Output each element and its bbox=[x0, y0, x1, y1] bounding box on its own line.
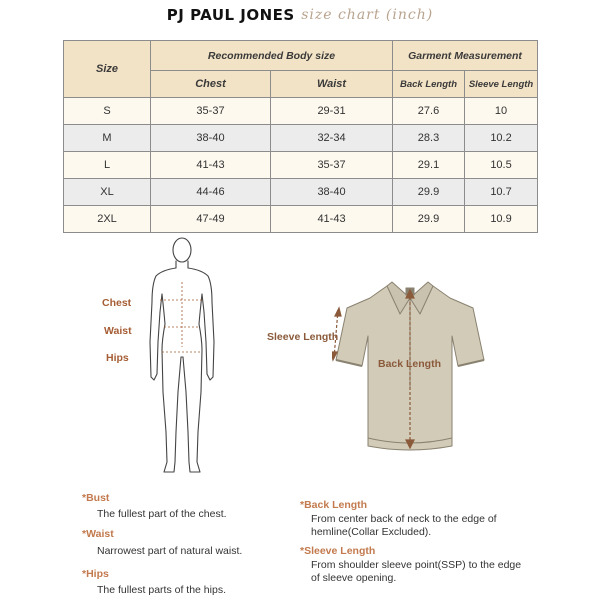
back-length-cell: 29.9 bbox=[393, 206, 465, 233]
waist-cell: 29-31 bbox=[271, 98, 393, 125]
chest-cell: 44-46 bbox=[151, 179, 271, 206]
chest-label: Chest bbox=[102, 297, 132, 309]
size-header: Size bbox=[64, 41, 151, 98]
waist-cell: 38-40 bbox=[271, 179, 393, 206]
brand-name: PJ PAUL JONES bbox=[166, 6, 295, 24]
sleeve-length-cell: 10.9 bbox=[465, 206, 538, 233]
sleeve-length-cell: 10 bbox=[465, 98, 538, 125]
chest-cell: 41-43 bbox=[151, 152, 271, 179]
back-length-cell: 28.3 bbox=[393, 125, 465, 152]
waist-cell: 35-37 bbox=[271, 152, 393, 179]
waist-header: Waist bbox=[271, 71, 393, 98]
body-size-header: Recommended Body size bbox=[151, 41, 393, 71]
back-length-label: Back Length bbox=[378, 358, 442, 370]
hips-label: Hips bbox=[106, 352, 129, 364]
note-back-length-label: *Back Length bbox=[300, 499, 368, 511]
table-row bbox=[64, 152, 538, 179]
table-row bbox=[64, 98, 538, 125]
table-row bbox=[64, 125, 538, 152]
table-row bbox=[64, 179, 538, 206]
back-length-cell: 29.1 bbox=[393, 152, 465, 179]
note-bust-label: *Bust bbox=[82, 492, 110, 504]
chart-subtitle: size chart (inch) bbox=[301, 7, 434, 23]
note-hips-label: *Hips bbox=[82, 568, 109, 580]
size-table bbox=[63, 40, 538, 233]
size-cell: S bbox=[64, 98, 151, 125]
table-row bbox=[64, 206, 538, 233]
chest-header: Chest bbox=[151, 71, 271, 98]
waist-cell: 41-43 bbox=[271, 206, 393, 233]
size-cell: 2XL bbox=[64, 206, 151, 233]
chest-cell: 47-49 bbox=[151, 206, 271, 233]
note-hips-text: The fullest parts of the hips. bbox=[97, 584, 226, 596]
back-length-header: Back Length bbox=[393, 71, 465, 98]
sleeve-length-cell: 10.2 bbox=[465, 125, 538, 152]
note-bust-text: The fullest part of the chest. bbox=[97, 508, 227, 520]
chest-cell: 38-40 bbox=[151, 125, 271, 152]
size-cell: L bbox=[64, 152, 151, 179]
note-sleeve-length-text: From shoulder sleeve point(SSP) to the edge of sleeve opening. bbox=[311, 559, 522, 584]
note-back-length-text: From center back of neck to the edge of hemline(Collar Excluded). bbox=[311, 513, 497, 538]
sleeve-length-header: Sleeve Length bbox=[465, 71, 538, 98]
note-sleeve-length-label: *Sleeve Length bbox=[300, 545, 376, 557]
waist-cell: 32-34 bbox=[271, 125, 393, 152]
waist-label: Waist bbox=[104, 325, 132, 337]
chest-cell: 35-37 bbox=[151, 98, 271, 125]
size-cell: M bbox=[64, 125, 151, 152]
garment-header: Garment Measurement bbox=[393, 41, 538, 71]
size-cell: XL bbox=[64, 179, 151, 206]
note-waist-label: *Waist bbox=[82, 528, 114, 540]
sleeve-length-label: Sleeve Length bbox=[267, 331, 339, 343]
sleeve-length-cell: 10.7 bbox=[465, 179, 538, 206]
back-length-cell: 29.9 bbox=[393, 179, 465, 206]
note-waist-text: Narrowest part of natural waist. bbox=[97, 545, 243, 557]
sleeve-length-cell: 10.5 bbox=[465, 152, 538, 179]
chart-title bbox=[0, 6, 600, 30]
back-length-cell: 27.6 bbox=[393, 98, 465, 125]
body-outline-figure bbox=[140, 232, 260, 492]
